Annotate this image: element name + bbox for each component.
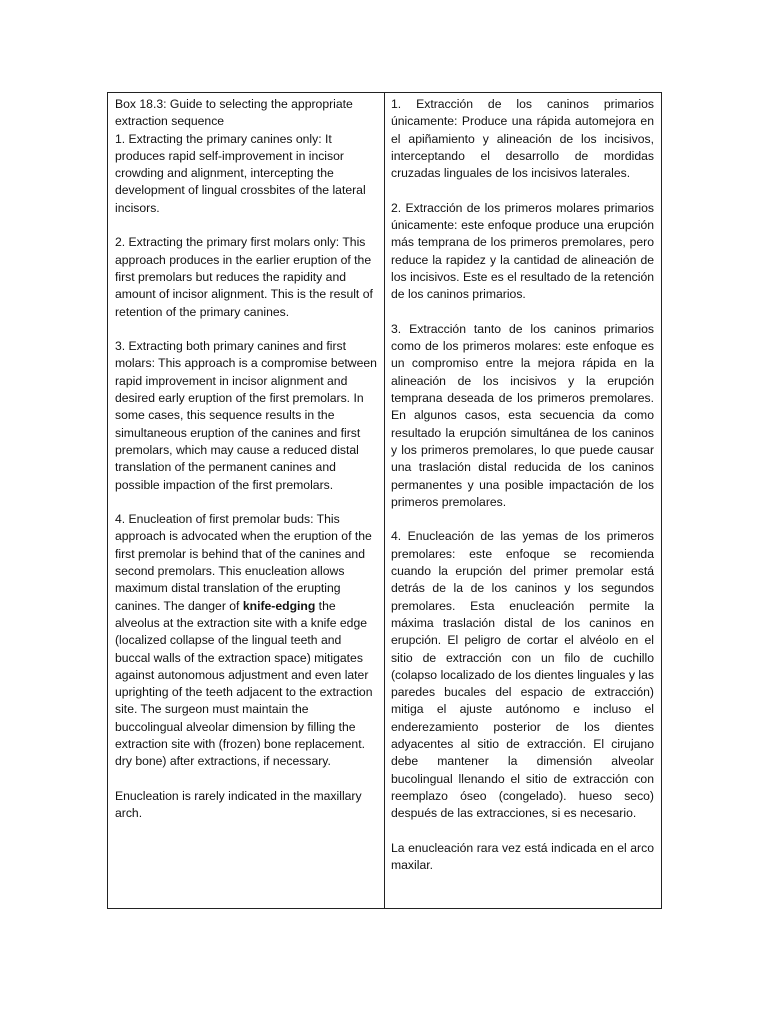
paragraph-spacer xyxy=(391,304,654,321)
paragraph-spacer xyxy=(391,822,654,839)
paragraph-spacer xyxy=(391,182,654,199)
spanish-paragraph-5: La enucleación rara vez está indicada en el arco maxilar. xyxy=(391,840,654,873)
translation-table xyxy=(107,92,662,909)
spanish-paragraph-1: 1. Extracción de los caninos primarios únicamente: Produce una rápida automejora en el apiñamiento y alineación de los incisivos, interceptando el desarrollo de mordidas cruzadas linguales de los incisivos laterales. xyxy=(391,97,654,181)
paragraph-spacer xyxy=(115,321,378,338)
spanish-paragraph-2: 2. Extracción de los primeros molares primarios únicamente: este enfoque produce una erupción más temprana de los primeros premolares, pero reduce la rapidez y la cantidad de alineación de los incisivos. Este es el resultado de la retención de los caninos primarios. xyxy=(391,200,654,302)
spanish-column xyxy=(385,93,661,908)
english-paragraph-2: 2. Extracting the primary first molars only: This approach produces in the earlier eruption of the first premolars but reduces the rapidity and amount of incisor alignment. This is the result of retention of the primary canines. xyxy=(115,235,373,319)
english-paragraph-3: 3. Extracting both primary canines and first molars: This approach is a compromise between rapid improvement in incisor alignment and desired early eruption of the first premolars. In some cases, this sequence results in the simultaneous eruption of the canines and first premolars, which may cause a reduced distal translation of the permanent canines and possible impaction of the first premolars. xyxy=(115,339,377,492)
english-paragraph-4-end: the alveolus at the extraction site with a knife edge (localized collapse of the lingual teeth and buccal walls of the extraction space) mitigates against autonomous adjustment and even later uprighting of the teeth adjacent to the extraction site. The surgeon must maintain the buccolingual alveolar dimension by filling the extraction site with (frozen) bone replacement. dry bone) after extractions, if necessary. xyxy=(115,598,373,769)
english-paragraph-1: 1. Extracting the primary canines only: It produces rapid self-improvement in incisor crowding and alignment, intercepting the development of lingual crossbites of the lateral incisors. xyxy=(115,131,366,215)
english-column xyxy=(108,93,385,908)
spanish-paragraph-3: 3. Extracción tanto de los caninos primarios como de los primeros molares: este enfoque es un compromiso entre la mejora rápida en la alineación de los incisivos y la erupción temprana deseada de los primeros premolares. En algunos casos, esta secuencia da como resultado la erupción simultánea de los caninos y los primeros premolares, lo que puede causar una traslación distal reducida de los caninos permanentes y una posible impactación de los primeros premolares. xyxy=(391,321,654,509)
knife-edging-term: knife-edging xyxy=(242,598,316,613)
english-paragraph-4-start: 4. Enucleation of first premolar buds: This approach is advocated when the eruption of the first premolar is behind that of the canines and second premolars. This enucleation allows maximum distal translation of the erupting canines. The danger of xyxy=(115,512,372,613)
paragraph-spacer xyxy=(115,771,378,788)
paragraph-spacer xyxy=(391,511,654,528)
english-paragraph-4 xyxy=(115,511,378,770)
paragraph-spacer xyxy=(115,217,378,234)
spanish-paragraph-4: 4. Enucleación de las yemas de los primeros premolares: este enfoque se recomienda cuando la erupción del primer premolar está detrás de la de los caninos y los segundos premolares. Esta enucleación permite la máxima traslación distal de los caninos en erupción. El peligro de cortar el alvéolo en el sitio de extracción con un filo de cuchillo (colapso localizado de los dientes linguales y las paredes bucales del espacio de extracción) mitiga el ajuste autónomo e incluso el enderezamiento posterior de los dientes adyacentes al sitio de extracción. El cirujano debe mantener la dimensión alveolar bucolingual llenando el sitio de extracción con reemplazo óseo (congelado). hueso seco) después de las extracciones, si es necesario. xyxy=(391,529,654,821)
english-paragraph-5: Enucleation is rarely indicated in the maxillary arch. xyxy=(115,788,362,821)
box-title: Box 18.3: Guide to selecting the appropriate extraction sequence xyxy=(115,97,353,129)
paragraph-spacer xyxy=(115,494,378,511)
